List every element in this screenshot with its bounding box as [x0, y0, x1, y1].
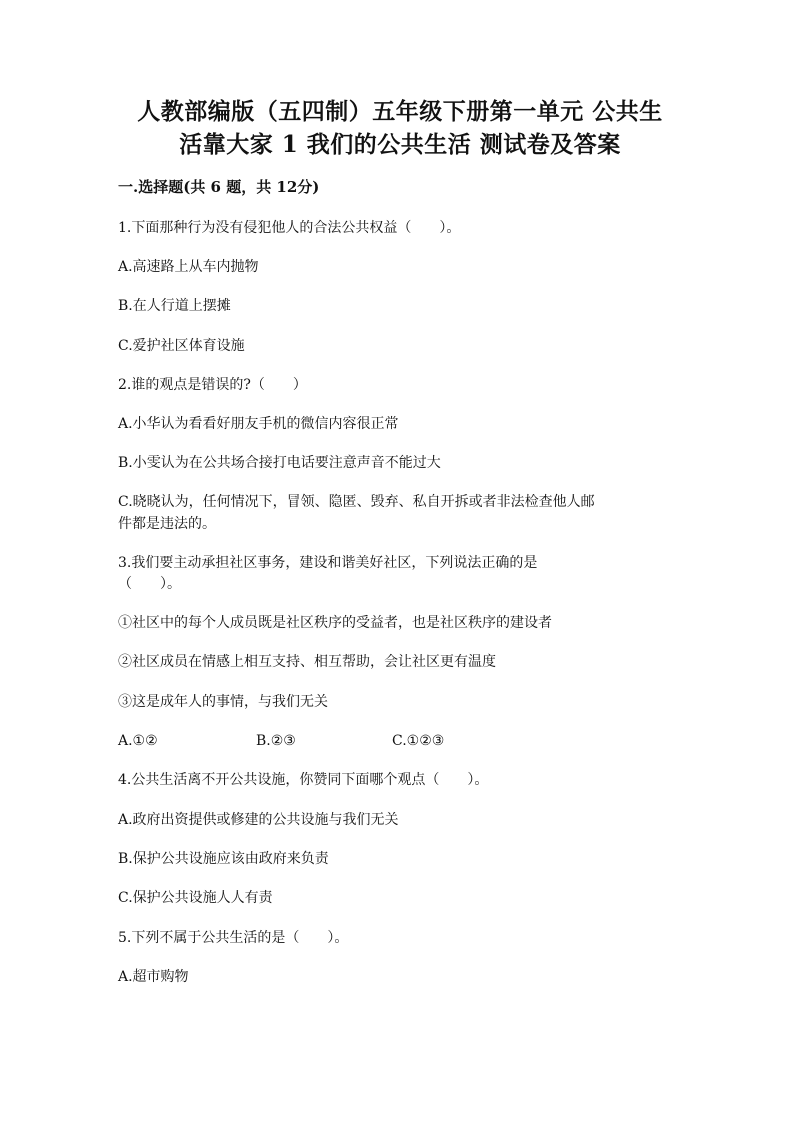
question-3-statement-2: ②社区成员在情感上相互支持、相互帮助，会让社区更有温度	[118, 654, 496, 670]
question-1-stem: 1.下面那种行为没有侵犯他人的合法公共权益（ ）。	[118, 220, 461, 236]
question-3-stem: 3.我们要主动承担社区事务，建设和谐美好社区，下列说法正确的是	[118, 555, 538, 571]
question-4-option-c: C.保护公共设施人人有责	[118, 890, 273, 906]
question-1-option-a: A.高速路上从车内抛物	[118, 259, 259, 275]
section-heading: 一.选择题(共 6 题，共 12分)	[118, 178, 320, 196]
question-4-option-b: B.保护公共设施应该由政府来负责	[118, 851, 329, 867]
document-title-line-2: 活靠大家 1 我们的公共生活 测试卷及答案	[179, 131, 621, 158]
question-3-option-c: C.①②③	[392, 733, 445, 749]
question-4-option-a: A.政府出资提供或修建的公共设施与我们无关	[118, 812, 399, 828]
question-1-option-b: B.在人行道上摆摊	[118, 298, 231, 314]
question-1-option-c: C.爱护社区体育设施	[118, 338, 245, 354]
question-3-option-a: A.①②	[118, 733, 158, 749]
document-title-line-1: 人教部编版（五四制）五年级下册第一单元 公共生	[137, 98, 663, 125]
question-3-stem-continued: （ ）。	[118, 576, 181, 592]
question-2-option-c-continued: 件都是违法的。	[118, 516, 216, 532]
question-3-option-b: B.②③	[256, 733, 296, 749]
question-5-option-a: A.超市购物	[118, 969, 189, 985]
question-5-stem: 5.下列不属于公共生活的是（ ）。	[118, 930, 349, 946]
question-2-option-a: A.小华认为看看好朋友手机的微信内容很正常	[118, 416, 399, 432]
question-3-statement-1: ①社区中的每个人成员既是社区秩序的受益者，也是社区秩序的建设者	[118, 615, 552, 631]
question-2-option-c: C.晓晓认为，任何情况下，冒领、隐匿、毁弃、私自开拆或者非法检查他人邮	[118, 494, 595, 510]
question-4-stem: 4.公共生活离不开公共设施，你赞同下面哪个观点（ ）。	[118, 772, 489, 788]
question-2-option-b: B.小雯认为在公共场合接打电话要注意声音不能过大	[118, 455, 441, 471]
question-2-stem: 2.谁的观点是错误的?（ ）	[118, 377, 307, 393]
question-3-statement-3: ③这是成年人的事情，与我们无关	[118, 694, 328, 710]
